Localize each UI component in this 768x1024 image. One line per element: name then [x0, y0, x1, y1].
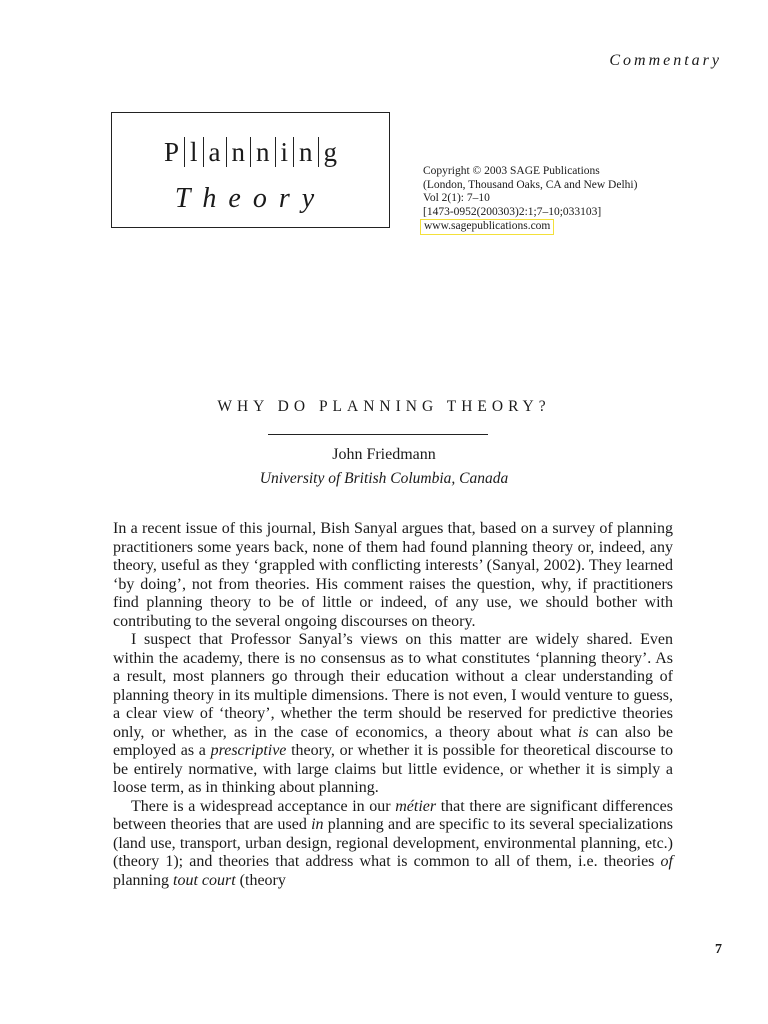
emphasis: métier — [395, 797, 437, 815]
text-run: planning and are specific to its several specializations (land use, transport, urban design, regional development, environmental planning, etc.) (theory 1); and theories that address what is common to all of them, i.e. theories — [113, 816, 673, 870]
emphasis: prescriptive — [210, 742, 287, 759]
journal-logo — [111, 112, 390, 228]
emphasis: is — [577, 723, 589, 741]
emphasis: of — [660, 853, 673, 870]
text-run: that there are significant differences between theories that are used — [113, 797, 674, 833]
article-body — [113, 520, 673, 890]
text-run: theory, or whether it is possible for theoretical discourse to be entirely normative, with large claims but little evidence, or whether it is simply a loose term, as in thinking about planning. — [113, 742, 673, 796]
logo-letter: n — [256, 137, 270, 167]
logo-subtitle: Theory — [174, 183, 327, 214]
page-number: 7 — [715, 942, 722, 957]
logo-letter: l — [190, 137, 198, 167]
issn-info: [1473-0952(200303)2:1;7–10;033103] — [423, 205, 602, 218]
logo-title — [112, 135, 389, 169]
logo-letter: n — [299, 137, 313, 167]
text-run: planning — [113, 871, 173, 889]
title-rule — [268, 434, 488, 435]
text-run: There is a widespread acceptance in our — [131, 797, 396, 815]
logo-letter: n — [231, 137, 245, 167]
logo-letter: P — [163, 137, 179, 167]
logo-letter: g — [323, 137, 338, 167]
publisher-url-link[interactable]: www.sagepublications.com — [420, 219, 554, 235]
publication-info — [423, 165, 637, 235]
text-run: can also be employed as a — [113, 723, 673, 759]
article-title: WHY DO PLANNING THEORY? — [217, 398, 551, 415]
emphasis: tout court — [173, 871, 236, 889]
author-name: John Friedmann — [332, 446, 436, 463]
emphasis: in — [311, 816, 324, 833]
paragraph-1: In a recent issue of this journal, Bish Sanyal argues that, based on a survey of planning practitioners some years back, none of them had found planning theory or, indeed, any theory, useful as they ‘grappled with conflicting interests’ (Sanyal, 2002). They learned ‘by doing’, not from theories. His comment raises the question, why, if practitioners find planning theory to be of little or indeed, of any use, we should bother with contributing to the several ongoing discourses on theory. — [113, 520, 673, 630]
text-run: I suspect that Professor Sanyal’s views on this matter are widely shared. Even within the academy, there is no consensus as to what constitutes ‘planning theory’. As a result, most planners go through their education without a clear understanding of planning theory in its multiple dimensions. There is not even, I would venture to guess, a clear view of ‘theory’, whether the term should be reserved for predictive theories only, or whether, as in the case of economics, a theory about what — [113, 631, 673, 741]
logo-letter: a — [208, 137, 221, 167]
paragraph-3 — [113, 798, 673, 891]
publisher-locations: (London, Thousand Oaks, CA and New Delhi) — [423, 178, 638, 191]
volume-info: Vol 2(1): 7–10 — [423, 192, 490, 204]
logo-letter: i — [280, 137, 289, 167]
copyright-line: Copyright © 2003 SAGE Publications — [423, 165, 600, 177]
author-affiliation: University of British Columbia, Canada — [259, 470, 509, 487]
paragraph-2 — [113, 631, 673, 798]
text-run: (theory — [235, 871, 286, 889]
section-label: Commentary — [609, 52, 722, 69]
